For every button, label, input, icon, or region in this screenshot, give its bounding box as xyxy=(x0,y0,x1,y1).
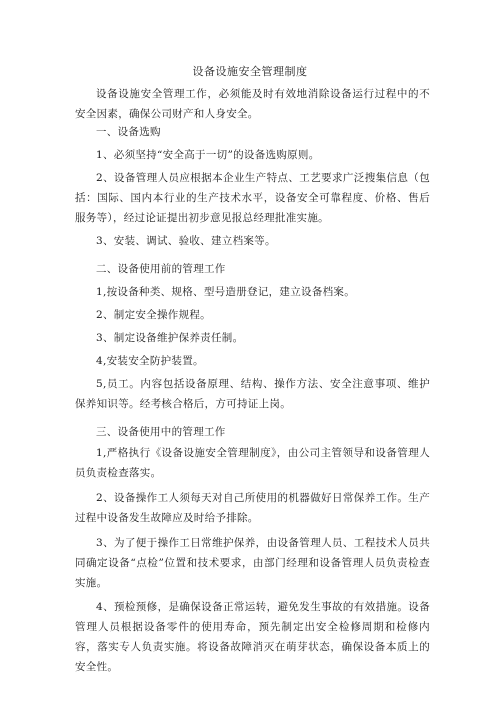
intro-paragraph: 设备设施安全管理工作，必须能及时有效地消除设备运行过程中的不安全因素，确保公司财产和人身安全。 xyxy=(75,88,430,120)
section-heading-in-use: 三、设备使用中的管理工作 xyxy=(96,426,226,438)
paragraph-in-use-4: 4、预检预修，是确保设备正常运转，避免发生事故的有效措施。设备管理人员根据设备零件的使用寿命，预先制定出安全检修周期和检修内容，落实专人负责实施。将设备故障消灭在萌芽状态，确保设备本质上的安全性。 xyxy=(75,601,430,673)
paragraph-pre-use-3: 3、制定设备维护保养责任制。 xyxy=(96,332,244,344)
paragraph-purchase-1: 1、必须坚持“安全高于一切”的设备选购原则。 xyxy=(96,149,320,161)
paragraph-in-use-2: 2、设备操作工人须每天对自己所使用的机器做好日常保养工作。生产过程中设备发生故障应及时给予排除。 xyxy=(75,492,430,524)
paragraph-pre-use-5: 5,员工。内容包括设备原理、结构、操作方法、安全注意事项、维护保养知识等。经考核合格后，方可持证上岗。 xyxy=(75,378,430,410)
paragraph-in-use-3: 3、为了便于操作工日常维护保养，由设备管理人员、工程技术人员共同确定设备“点检”位置和技术要求，由部门经理和设备管理人员负责检查实施。 xyxy=(75,537,430,589)
paragraph-pre-use-4: 4,安装安全防护装置。 xyxy=(96,355,204,367)
section-heading-equipment-purchase: 一、设备选购 xyxy=(96,126,161,138)
paragraph-purchase-3: 3、安装、调试、验收、建立档案等。 xyxy=(96,235,276,247)
paragraph-pre-use-1: 1,按设备种类、规格、型号造册登记，建立设备档案。 xyxy=(96,286,356,298)
paragraph-purchase-2: 2、设备管理人员应根据本企业生产特点、工艺要求广泛搜集信息（包括：国际、国内本行业的生产技术水平，设备安全可靠程度、价格、售后服务等），经过论证提出初步意见报总经理批准实施。 xyxy=(75,172,430,224)
section-heading-pre-use: 二、设备使用前的管理工作 xyxy=(96,263,226,275)
paragraph-pre-use-2: 2、制定安全操作规程。 xyxy=(96,309,211,321)
document-title: 设备设施安全管理制度 xyxy=(192,65,308,78)
paragraph-in-use-1: 1,严格执行《设备设施安全管理制度》，由公司主管领导和设备管理人员负责检查落实。 xyxy=(75,447,430,479)
